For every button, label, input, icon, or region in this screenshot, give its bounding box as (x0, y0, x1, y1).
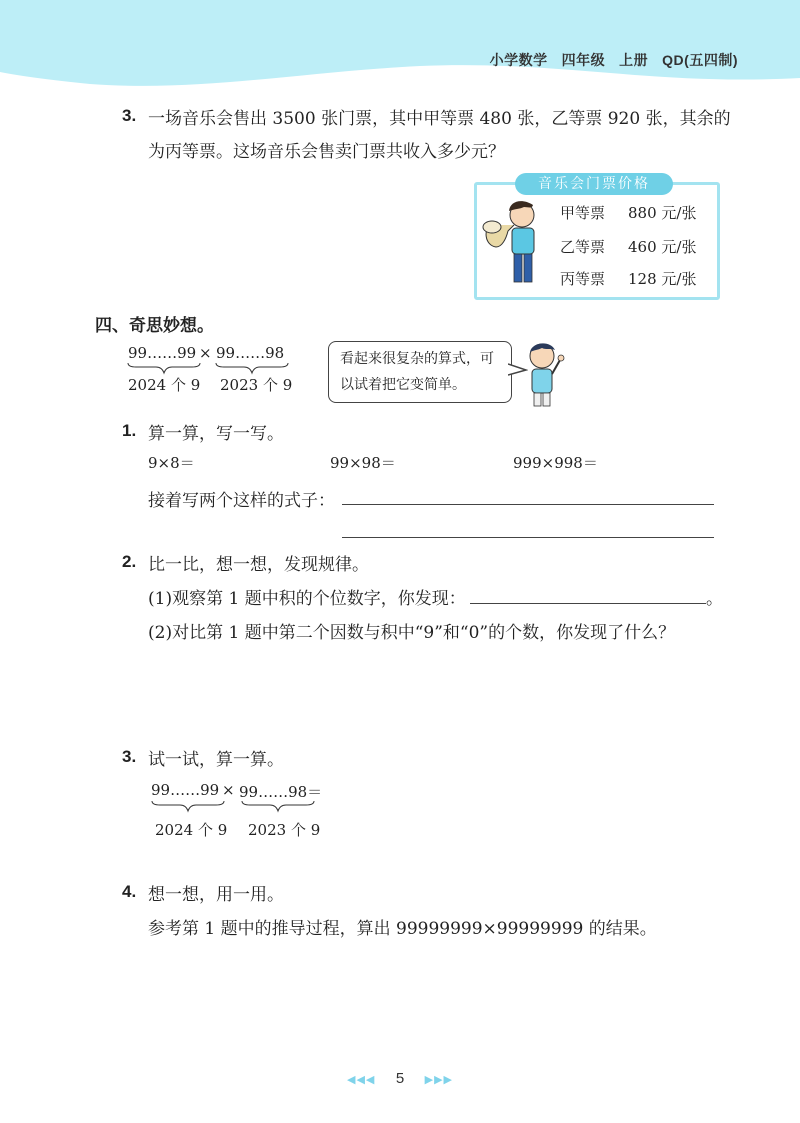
q2-number: 2. (122, 552, 137, 571)
section4-expr-times: × (199, 344, 212, 362)
section4-expr-part1: 99……99 (128, 344, 197, 362)
q4-number: 4. (122, 882, 137, 901)
q3-braces (150, 799, 325, 813)
problem3-line1: 一场音乐会售出 3500 张门票，其中甲等票 480 张，乙等票 920 张，其余的 (148, 109, 731, 129)
price-row-b (560, 236, 696, 257)
price-row-a (560, 202, 696, 223)
q3-expr-times: × (222, 781, 235, 799)
q1-title: 算一算，写一写。 (148, 424, 284, 444)
header-volume: 上册 (619, 52, 649, 68)
header-grade: 四年级 (561, 52, 606, 68)
price-row-a-price: 880 元/张 (628, 204, 697, 222)
q1-eq1: 9×8＝ (148, 454, 195, 472)
q2-sub1: (1)观察第 1 题中积的个位数字，你发现： (148, 589, 466, 609)
problem3-line2: 为丙等票。这场音乐会售卖门票共收入多少元？ (148, 142, 505, 162)
q3-expr-part1: 99……99 (151, 781, 220, 799)
page-number: 5 (395, 1070, 405, 1087)
q2-sub1-end: 。 (706, 589, 723, 609)
saxophone-boy-illustration (478, 195, 556, 291)
q4-title: 想一想，用一用。 (148, 885, 284, 905)
header-edition: QD(五四制) (662, 52, 738, 68)
price-row-b-label: 乙等票 (560, 238, 606, 256)
q3-title: 试一试，算一算。 (148, 750, 284, 770)
price-row-c-label: 丙等票 (560, 270, 606, 288)
q3-brace1-label: 2024 个 9 (155, 821, 228, 839)
section4-expr-part2: 99……98 (216, 344, 285, 362)
page-footer (0, 1070, 800, 1088)
q1-eq2: 99×98＝ (330, 454, 396, 472)
section4-braces (126, 361, 301, 375)
price-row-b-price: 460 元/张 (628, 238, 697, 256)
q2-sub2: (2)对比第 1 题中第二个因数与积中“9”和“0”的个数，你发现了什么？ (148, 623, 676, 643)
q2-sub1-answer-line (470, 603, 706, 604)
header-wave (0, 0, 800, 90)
q4-text: 参考第 1 题中的推导过程，算出 99999999×99999999 的结果。 (148, 919, 657, 939)
price-table-title: 音乐会门票价格 (515, 173, 673, 195)
next-arrows-icon: ▶▶▶ (424, 1074, 454, 1086)
section4-title: 四、奇思妙想。 (95, 316, 214, 336)
q1-answer-line-2 (342, 537, 714, 538)
q1-answer-line-1 (342, 504, 714, 505)
header-info (476, 50, 738, 70)
problem3-number: 3. (122, 106, 137, 125)
q1-number: 1. (122, 421, 137, 440)
thinking-boy-illustration (520, 340, 568, 408)
price-row-c-price: 128 元/张 (628, 270, 697, 288)
q3-number: 3. (122, 747, 137, 766)
hint-bubble-text: 看起来很复杂的算式，可以试着把它变简单。 (340, 351, 494, 393)
q1-eq3: 999×998＝ (513, 454, 598, 472)
prev-arrows-icon: ◀◀◀ (346, 1074, 376, 1086)
header-subject: 小学数学 (489, 52, 548, 68)
q3-expr-part2: 99……98＝ (239, 783, 323, 801)
section4-brace1-label: 2024 个 9 (128, 376, 201, 394)
section4-brace2-label: 2023 个 9 (220, 376, 293, 394)
header-band (0, 0, 800, 90)
q1-continue-label: 接着写两个这样的式子： (148, 491, 335, 511)
price-row-a-label: 甲等票 (560, 204, 606, 222)
price-row-c (560, 268, 696, 289)
q3-brace2-label: 2023 个 9 (248, 821, 321, 839)
q2-title: 比一比，想一想，发现规律。 (148, 555, 369, 575)
